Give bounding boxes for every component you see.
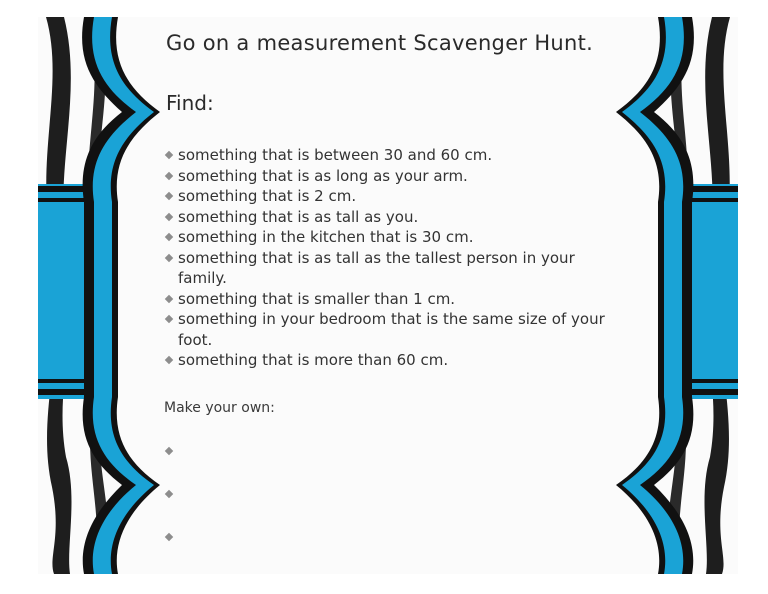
make-your-own-label: Make your own:	[164, 400, 275, 416]
list-item-text: something that is more than 60 cm.	[178, 351, 449, 369]
blank-list-item[interactable]	[164, 531, 584, 574]
list-item	[164, 186, 624, 207]
diamond-bullet-icon	[165, 533, 173, 541]
diamond-bullet-icon	[165, 253, 173, 261]
list-item-text: something that is as long as your arm.	[178, 166, 468, 185]
list-item-text: something that is smaller than 1 cm.	[178, 289, 456, 308]
diamond-bullet-icon	[165, 356, 173, 364]
list-item	[164, 309, 624, 350]
diamond-bullet-icon	[165, 192, 173, 200]
slide	[38, 17, 738, 574]
list-item-text: something that is as tall as you.	[178, 207, 419, 226]
list-item	[164, 248, 624, 289]
list-item	[164, 207, 624, 228]
list-item	[164, 350, 624, 371]
list-item-text: something that is between 30 and 60 cm.	[178, 146, 493, 164]
diamond-bullet-icon	[165, 212, 173, 220]
left-border-art	[38, 17, 178, 574]
find-heading: Find:	[166, 91, 214, 115]
diamond-bullet-icon	[165, 447, 173, 455]
diamond-bullet-icon	[165, 171, 173, 179]
list-item-text: something that is as tall as the tallest person in your family.	[178, 248, 575, 287]
diamond-bullet-icon	[165, 490, 173, 498]
page-title: Go on a measurement Scavenger Hunt.	[166, 31, 594, 55]
list-item	[164, 289, 624, 310]
make-your-own-list	[164, 445, 584, 574]
list-item-text: something that is 2 cm.	[178, 187, 357, 205]
diamond-bullet-icon	[165, 315, 173, 323]
diamond-bullet-icon	[165, 294, 173, 302]
diamond-bullet-icon	[165, 151, 173, 159]
blank-list-item[interactable]	[164, 445, 584, 488]
blank-list-item[interactable]	[164, 488, 584, 531]
diamond-bullet-icon	[165, 233, 173, 241]
list-item-text: something in your bedroom that is the same size of your foot.	[178, 310, 605, 349]
list-item-text: something in the kitchen that is 30 cm.	[178, 228, 474, 246]
list-item	[164, 145, 624, 166]
list-item	[164, 227, 624, 248]
find-list	[164, 145, 624, 371]
list-item	[164, 166, 624, 187]
